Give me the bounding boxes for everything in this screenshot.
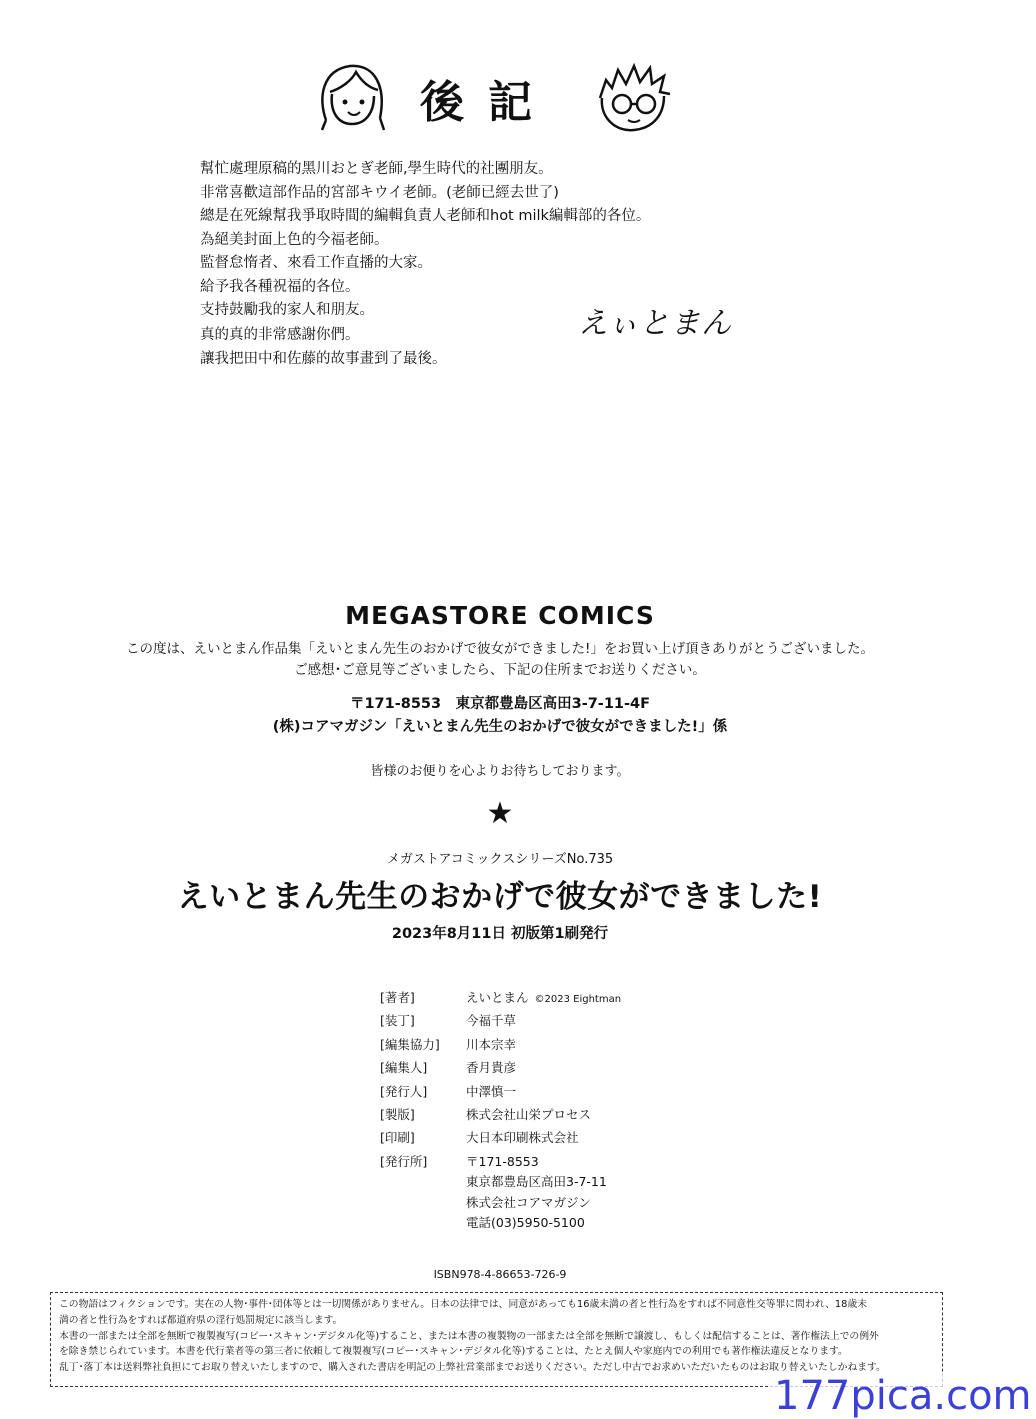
publisher-address: [466, 1152, 607, 1234]
address-line: 〒171-8553 東京都豊島区高田3-7-11-4F: [349, 696, 651, 712]
isbn: ISBN978-4-86653-726-9: [433, 1268, 567, 1281]
credit-label: [著者]: [380, 990, 415, 1005]
credit-value: 中澤慎一: [466, 1083, 517, 1099]
thanks-line: 監督怠惰者、來看工作直播的大家。: [200, 255, 432, 271]
message-line: この度は、えいとまん作品集「えいとまん先生のおかげで彼女ができました!」をお買い上げ頂きありがとうございました。: [126, 641, 874, 657]
credit-label: [発行所]: [380, 1153, 428, 1169]
credit-value: えいとまん: [466, 990, 529, 1005]
publisher-address-line: 電話(03)5950-5100: [466, 1215, 585, 1231]
mailing-address: [0, 693, 1000, 739]
afterword-title: 後記: [420, 77, 556, 128]
credit-value: 大日本印刷株式会社: [466, 1130, 579, 1146]
publisher-address-line: 株式会社コアマガジン: [466, 1194, 591, 1210]
thanks-line: 總是在死線幫我爭取時間的編輯負責人老師和hot milk編輯部的各位。: [200, 208, 651, 224]
credit-value: 株式会社山栄プロセス: [466, 1106, 592, 1122]
thanks-line: 支持鼓勵我的家人和朋友。: [200, 302, 374, 318]
credit-label: [印刷]: [380, 1130, 415, 1146]
address-line: (株)コアマガジン「えいとまん先生のおかげで彼女ができました!」係: [272, 719, 728, 735]
credit-value: 川本宗幸: [466, 1036, 517, 1052]
closing-lines: [200, 324, 447, 371]
notice-line: を除き禁じられています。本書を代行業者等の第三者に依頼して複製複写(コピー･スキャン･デジタル化等)することは、たとえ個人や家庭内での利用でも著作権法違反となります。: [59, 1346, 848, 1358]
credit-value: 香月貴彦: [466, 1060, 517, 1076]
credit-value: 今福千草: [466, 1013, 517, 1029]
author-signature: えぃとまん: [578, 306, 733, 341]
thanks-line: 為絕美封面上色的今福老師。: [200, 231, 389, 248]
girl-face-icon: [312, 58, 392, 138]
closing-line: 真的真的非常感謝你們。: [200, 327, 360, 343]
notice-line: 乱丁･落丁本は送料弊社負担にてお取り替えいたしますので、購入された書店を明記の上弊社営業部までお送りください。ただし中古でお求めいただいたものはお取り替えいたしかねます。: [59, 1362, 886, 1374]
site-watermark: 177pica.com: [770, 1374, 1036, 1418]
publisher-address-line: 〒171-8553: [466, 1153, 539, 1169]
notice-line: 本書の一部または全部を無断で複製複写(コピー･スキャン･デジタル化等)すること、または本書の複製物の一部または全部を無断で譲渡し、もしくは配信することは、著作権法上での例外: [59, 1330, 879, 1342]
publication-date: 2023年8月11日 初版第1刷発行: [391, 926, 609, 942]
afterword-header: [0, 58, 1000, 138]
thanks-line: 給予我各種祝福的各位。: [200, 278, 360, 295]
credit-label: [編集協力]: [380, 1036, 440, 1052]
publisher-message: [0, 639, 1000, 681]
star-icon: ★: [486, 796, 514, 831]
credit-label: [装丁]: [380, 1013, 415, 1029]
thanks-line: 幫忙處理原稿的黑川おとぎ老師,學生時代的社團朋友。: [200, 161, 553, 177]
brand-name: MEGASTORE COMICS: [345, 601, 655, 630]
copyright-notice: ©2023 Eightman: [534, 994, 622, 1005]
notice-line: 満の者と性行為をすれば都道府県の淫行処罰規定に該当します。: [59, 1314, 343, 1326]
credit-label: [発行人]: [380, 1083, 428, 1099]
credit-label: [製版]: [380, 1106, 415, 1122]
series-number: メガストアコミックスシリーズNo.735: [386, 852, 614, 867]
closing-line: 讓我把田中和佐藤的故事畫到了最後。: [200, 350, 447, 367]
thanks-line: 非常喜歡這部作品的宮部キウイ老師。(老師已經去世了): [200, 184, 559, 201]
awaiting-letters: 皆様のお便りを心よりお待ちしております。: [370, 764, 630, 779]
credit-label: [編集人]: [380, 1060, 428, 1076]
book-title: えいとまん先生のおかげで彼女ができました!: [177, 879, 823, 915]
message-line: ご感想･ご意見等ございましたら、下記の住所までお送りください。: [294, 662, 706, 678]
notice-line: この物語はフィクションです。実在の人物･事件･団体等とは一切関係がありません。日本の法律では、同意があっても16歳未満の者と性行為をすれば不同意性交等罪に問われ、18歳未: [59, 1299, 867, 1310]
boy-glasses-face-icon: [590, 58, 674, 138]
publisher-address-line: 東京都豊島区高田3-7-11: [466, 1174, 607, 1190]
